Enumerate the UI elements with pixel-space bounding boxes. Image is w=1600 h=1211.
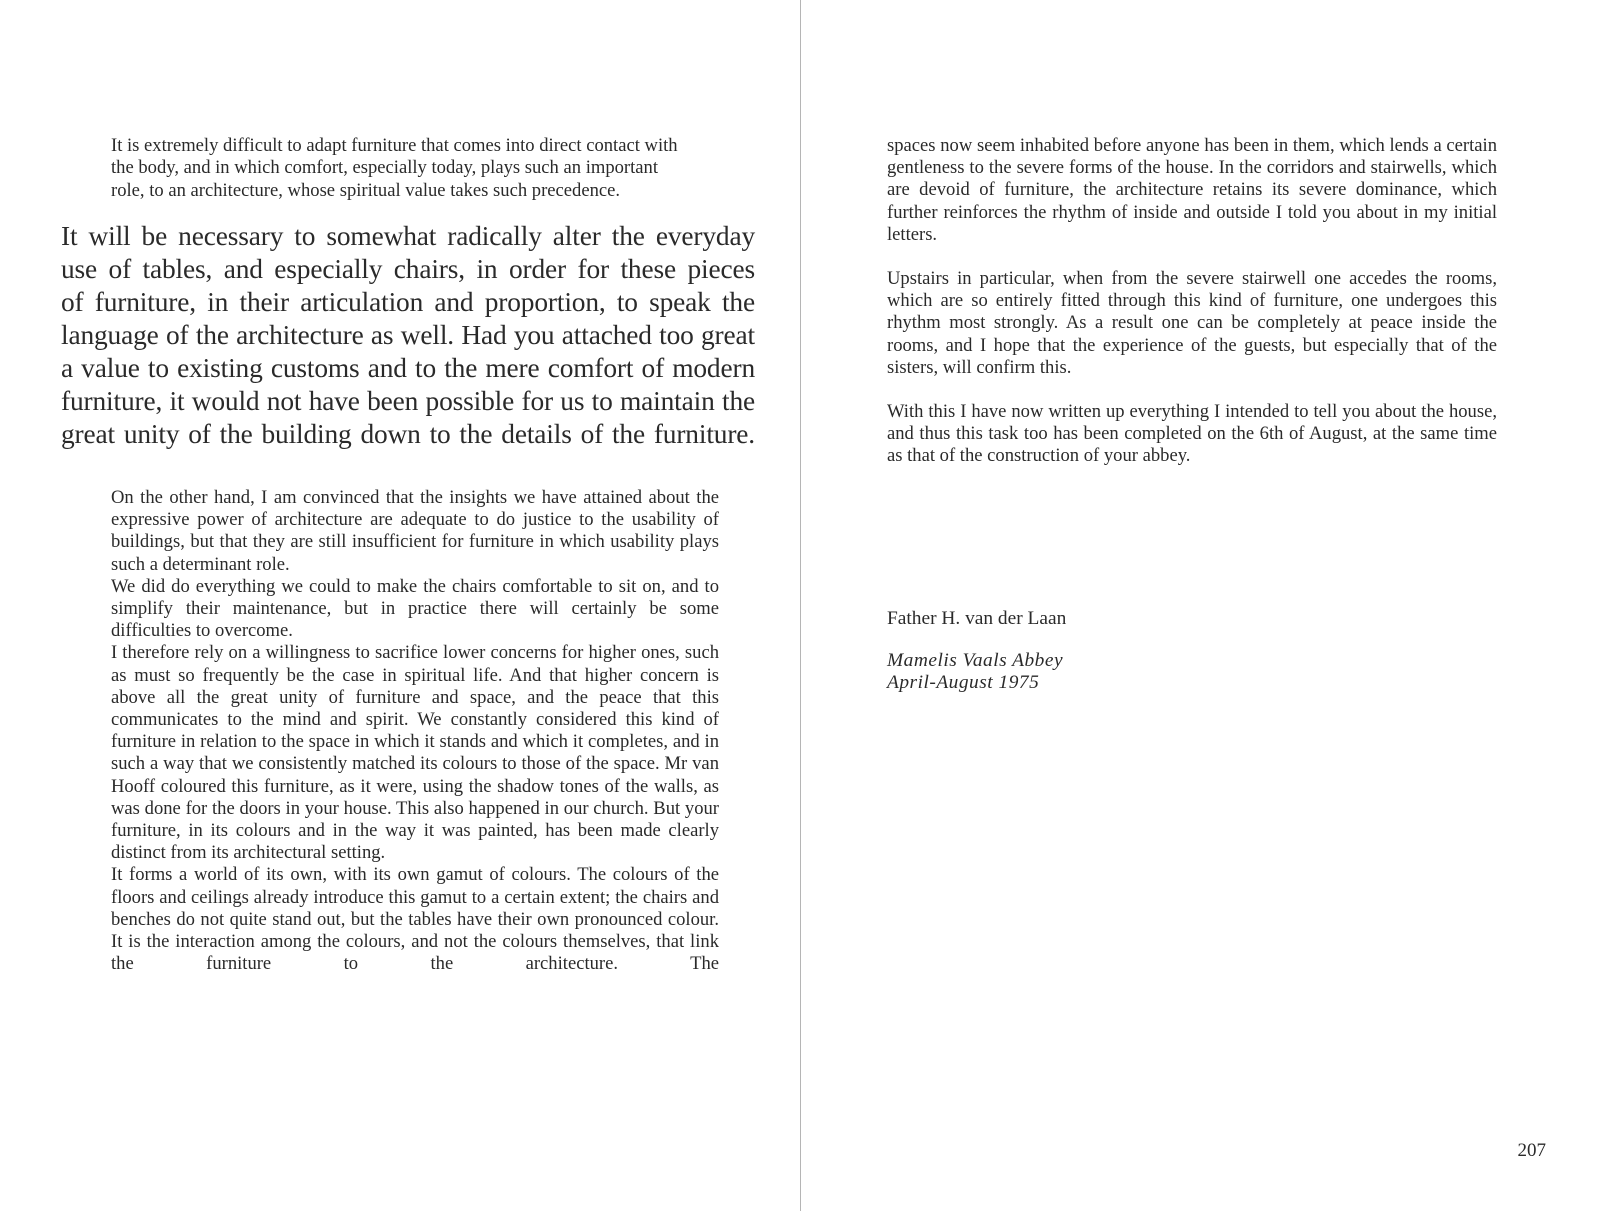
right-page — [801, 0, 1600, 1211]
body-paragraph: I therefore rely on a willingness to sacrifice lower concerns for higher ones, such as must so frequently be the case in spiritual life. And that higher concern is above all the great unity of furniture and space, and the peace that this communicates to the mind and spirit. We constantly considered this kind of furniture in relation to the space in which it stands and which it completes, and in such a way that we consistently matched its colours to those of the space. Mr van Hooff coloured this furniture, as it were, using the shadow tones of the walls, as was done for the doors in your house. This also happened in our church. But your furniture, in its colours and in the way it was painted, has been made clearly distinct from its architectural setting. — [111, 642, 719, 864]
pull-quote-line: furniture, it would not have been possible for us to maintain the — [61, 385, 755, 416]
pull-quote — [61, 220, 755, 451]
pull-quote-line: a value to existing customs and to the mere comfort of modern — [61, 352, 755, 383]
right-column — [887, 135, 1497, 695]
place-and-date — [887, 650, 1497, 695]
body-paragraph: With this I have now written up everything I intended to tell you about the house, and thus this task too has been completed on the 6th of August, at the same time as that of the construction of your abbey. — [887, 401, 1497, 467]
body-paragraph: We did do everything we could to make the chairs comfortable to sit on, and to simplify their maintenance, but in practice there will certainly be some difficulties to overcome. — [111, 575, 719, 642]
body-paragraph: Upstairs in particular, when from the severe stairwell one accedes the rooms, which are so entirely fitted through this kind of furniture, one undergoes this rhythm most strongly. As a result one can be completely at peace inside the rooms, and I hope that the experience of the guests, but especially that of the sisters, will confirm this. — [887, 268, 1497, 378]
intro-line: It is extremely difficult to adapt furniture that comes into direct contact with — [111, 135, 678, 156]
pull-quote-line: great unity of the building down to the details of the furniture. — [61, 418, 755, 449]
page-number: 207 — [1517, 1140, 1546, 1161]
intro-line: the body, and in which comfort, especially today, plays such an important — [111, 157, 658, 179]
pull-quote-line: use of tables, and especially chairs, in order for these pieces — [61, 253, 755, 284]
pull-quote-line: It will be necessary to somewhat radically alter the everyday — [61, 220, 755, 251]
place: Mamelis Vaals Abbey — [887, 649, 1064, 671]
signature: Father H. van der Laan — [887, 607, 1067, 629]
pull-quote-line: of furniture, in their articulation and proportion, to speak the — [61, 286, 755, 317]
date: April-August 1975 — [887, 672, 1040, 694]
intro-paragraph — [111, 135, 721, 202]
body-paragraph: It forms a world of its own, with its own gamut of colours. The colours of the floors and ceilings already introduce this gamut to a certain extent; the chairs and benches do not quite stand out, but the tables have their own pronounced colour. It is the interaction among the colours, and not the colours themselves, that link the furniture to the architecture. The — [111, 864, 719, 975]
body-paragraph: spaces now seem inhabited before anyone has been in them, which lends a certain gentleness to the severe forms of the house. In the corridors and stairwells, which are devoid of furniture, the architecture retains its severe dominance, which further reinforces the rhythm of inside and outside I told you about in my initial letters. — [887, 135, 1497, 245]
right-body-text — [887, 135, 1497, 490]
intro-line: role, to an architecture, whose spiritual value takes such precedence. — [111, 179, 621, 201]
body-paragraph: On the other hand, I am convinced that the insights we have attained about the expressive power of architecture are adequate to do justice to the usability of buildings, but that they are still insufficient for furniture in which usability plays such a determinant role. — [111, 486, 719, 575]
pull-quote-line: language of the architecture as well. Had you attached too great — [61, 319, 755, 350]
left-column — [61, 135, 755, 975]
left-body-text — [111, 487, 719, 975]
